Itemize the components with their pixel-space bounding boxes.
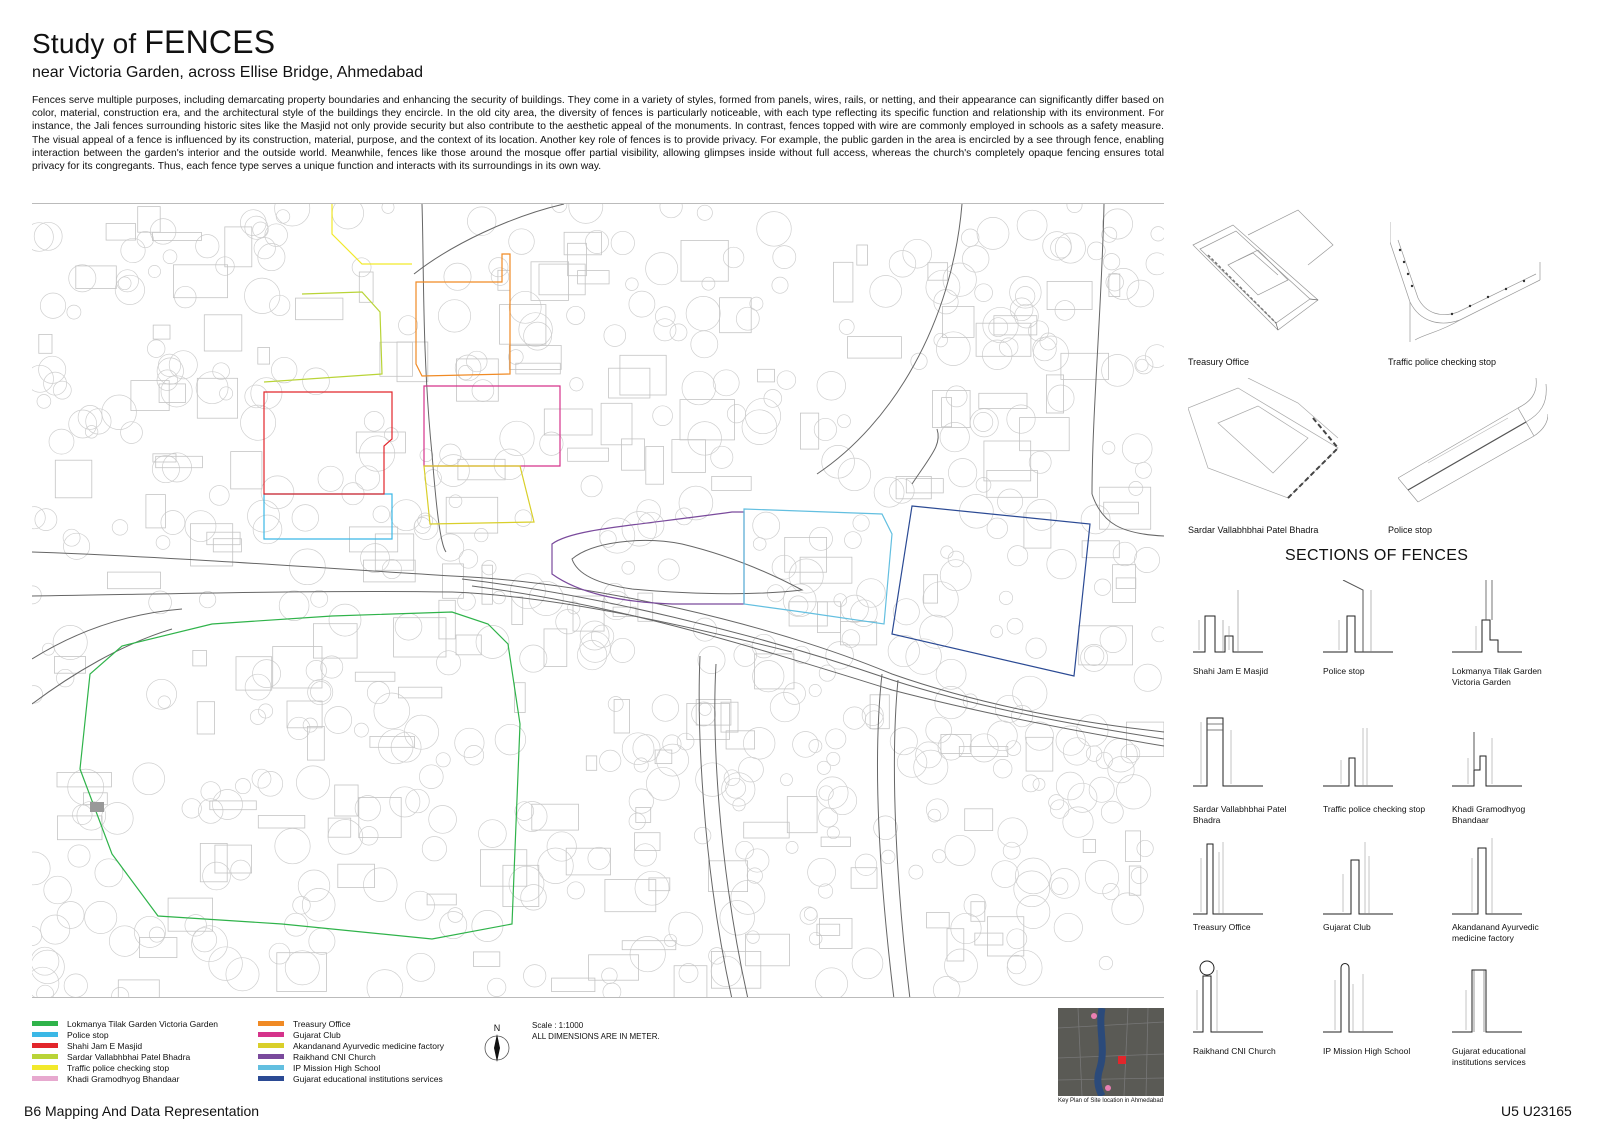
legend-item [258,1018,351,1029]
fence-lokmanya-tilak-garden [80,612,520,939]
legend-item [258,1051,376,1062]
legend-item [258,1029,341,1040]
axo-label: Treasury Office [1188,357,1250,367]
north-label: N [493,1023,501,1033]
course-title: B6 Mapping And Data Representation [24,1103,260,1119]
scale-text: Scale : 1:1000 [532,1021,584,1030]
legend-swatch [32,1076,58,1081]
axo-sardar-bhadra [1188,378,1348,508]
dimensions-note: ALL DIMENSIONS ARE IN METER. [532,1032,660,1041]
legend-swatch [258,1076,284,1081]
legend-label: Traffic police checking stop [67,1062,170,1073]
student-id: U5 U23165 [1501,1103,1572,1119]
section-label: IP Mission High School [1323,1046,1411,1056]
fence-traffic-police [332,204,412,264]
title-main: FENCES [144,24,276,60]
legend-swatch [258,1065,284,1070]
legend-item [258,1040,444,1051]
section-treasury-office [1193,838,1303,956]
section-label: Sardar Vallabhbhai Patel Bhadra [1193,804,1287,825]
legend-swatch [32,1065,58,1070]
legend-label: Lokmanya Tilak Garden Victoria Garden [67,1018,219,1029]
section-gujarat-educational [1452,960,1562,1078]
section-label: Gujarat Club [1323,922,1371,932]
section-khadi-gramodhyog [1452,708,1562,826]
section-label: Lokmanya Tilak Garden Victoria Garden [1452,666,1542,687]
legend-swatch [32,1032,58,1037]
page-title [32,24,275,61]
axo-label: Traffic police checking stop [1388,357,1497,367]
section-sardar-bhadra [1193,708,1303,826]
section-label: Police stop [1323,666,1365,676]
site-map [32,203,1164,998]
key-plan-caption: Key Plan of Site location in Ahmedabad [1058,1098,1164,1104]
section-label: Traffic police checking stop [1323,804,1426,814]
legend-item [32,1018,218,1029]
section-label: Shahi Jam E Masjid [1193,666,1269,676]
map-hatch [90,802,104,812]
legend-item [258,1062,380,1073]
legend-label: Sardar Vallabhbhai Patel Bhadra [67,1051,191,1062]
legend-swatch [258,1054,284,1059]
legend-label: Raikhand CNI Church [293,1051,376,1062]
north-arrow-icon [482,1022,512,1066]
section-police-stop [1323,580,1433,698]
legend-swatch [32,1021,58,1026]
site-map-drawing [32,204,1164,998]
page-subtitle: near Victoria Garden, across Ellise Bridge, Ahmedabad [32,64,424,81]
fence-sardar-bhadra [264,292,382,382]
title-prefix: Study of [32,28,145,59]
legend-item [32,1062,169,1073]
axo-traffic-police [1390,222,1550,342]
legend-label: IP Mission High School [293,1062,381,1073]
fence-ip-mission-school [744,509,892,624]
legend-swatch [258,1043,284,1048]
legend-label: Shahi Jam E Masjid [67,1040,143,1051]
legend-swatch [32,1054,58,1059]
legend-item [32,1051,190,1062]
legend-label: Gujarat Club [293,1029,341,1040]
sections-title: SECTIONS OF FENCES [1285,547,1469,564]
section-ip-mission-school [1323,960,1433,1078]
legend-swatch [258,1032,284,1037]
legend-label: Akandanand Ayurvedic medicine factory [293,1040,445,1051]
section-label: Khadi Gramodhyog Bhandaar [1452,804,1526,825]
section-label: Gujarat educational institutions services [1452,1046,1526,1067]
section-label: Raikhand CNI Church [1193,1046,1276,1056]
legend-label: Khadi Gramodhyog Bhandaar [67,1073,180,1084]
legend-item [32,1029,109,1040]
scale-note [532,1020,660,1042]
key-plan-map [1058,1008,1164,1096]
section-label: Akandanand Ayurvedic medicine factory [1452,922,1539,943]
section-shahi-jam-e-masjid [1193,580,1303,698]
axo-label: Police stop [1388,525,1433,535]
legend-label: Police stop [67,1029,109,1040]
map-legend [32,1018,472,1088]
legend-label: Treasury Office [293,1018,351,1029]
legend-item [32,1040,142,1051]
axo-police-stop [1398,378,1548,508]
axo-label: Sardar Vallabhbhai Patel Bhadra [1188,525,1319,535]
section-akandanand [1452,838,1562,956]
axo-treasury-office [1188,205,1338,345]
legend-swatch [32,1043,58,1048]
fence-shahi-jam-e-masjid [264,392,392,494]
fence-treasury-office [416,254,510,376]
fence-gujarat-educational [892,506,1090,676]
legend-item [32,1073,179,1084]
section-raikhand-church [1193,960,1303,1078]
fence-police-stop [264,494,392,539]
legend-label: Gujarat educational institutions services [293,1073,443,1084]
fence-gujarat-club [424,386,560,466]
legend-item [258,1073,443,1084]
section-gujarat-club [1323,838,1433,956]
legend-swatch [258,1021,284,1026]
section-label: Treasury Office [1193,922,1251,932]
intro-paragraph: Fences serve multiple purposes, including demarcating property boundaries and enhancing the security of buildings. They come in a variety of styles, formed from panels, wires, rails, or netting, and their appearance can significantly differ based on color, material, construction era, and the architectural style of the buildings they encircle. In the old city area, the diversity of fences is particularly noticeable, with each type reflecting its specific function and relationship with its environment. For instance, the Jali fences surrounding historic sites like the Masjid not only provide security but also contribute to the aesthetic appeal of the monuments. In contrast, fences topped with wire are commonly employed in schools as a safety measure. The visual appeal of a fence is influenced by its construction, material, purpose, and the context of its location. Another key role of fences is to provide privacy. For example, the public garden in the area is encircled by a see through fence, enabling interaction between the garden's interior and the outside world. Meanwhile, fences like those around the mosque offer partial visibility, allowing glimpses inside without full access, whereas the church's completely opaque fencing ensures total privacy for its congregants. Thus, each fence type serves a unique function and interacts with its surroundings in its own way. [32,95,1164,173]
section-lokmanya-tilak-garden [1452,580,1562,698]
section-traffic-police [1323,708,1433,826]
